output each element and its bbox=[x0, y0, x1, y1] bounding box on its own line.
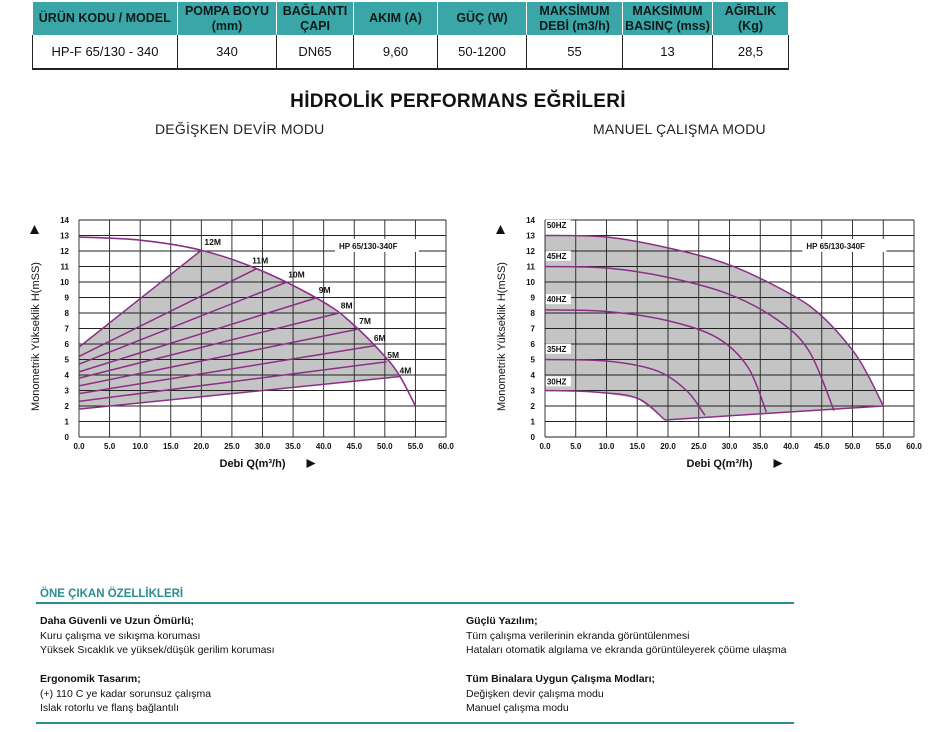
frequency-label: 45HZ bbox=[546, 251, 567, 261]
y-tick-label: 0 bbox=[64, 433, 69, 442]
spec-header-cell: GÜÇ (W) bbox=[438, 2, 527, 35]
x-tick-label: 0.0 bbox=[73, 442, 85, 451]
y-axis-title: Monometrik Yükseklik H(mSS) bbox=[496, 262, 508, 411]
spec-cell: 28,5 bbox=[713, 35, 789, 69]
y-tick-label: 10 bbox=[526, 278, 535, 287]
y-tick-label: 0 bbox=[530, 433, 535, 442]
y-tick-label: 4 bbox=[64, 371, 69, 380]
y-tick-label: 8 bbox=[64, 309, 69, 318]
feature-block-modes bbox=[466, 672, 655, 716]
spec-header-cell: ÜRÜN KODU / MODEL bbox=[33, 2, 178, 35]
x-tick-label: 60.0 bbox=[438, 442, 454, 451]
feature-block-safety bbox=[40, 614, 275, 658]
y-axis-arrow-icon bbox=[30, 225, 39, 234]
y-tick-label: 6 bbox=[530, 340, 535, 349]
x-axis-title: Debi Q(m³/h) bbox=[219, 458, 286, 470]
y-tick-label: 14 bbox=[60, 216, 69, 225]
feature-block-ergonomic bbox=[40, 672, 211, 716]
feature-title: Ergonomik Tasarım; bbox=[40, 673, 141, 685]
x-axis-arrow-icon bbox=[774, 459, 783, 468]
feature-line: Hataları otomatik algılama ve ekranda görüntüleyerek çöüme ulaşma bbox=[466, 644, 787, 656]
y-tick-label: 2 bbox=[530, 402, 535, 411]
y-tick-label: 7 bbox=[530, 324, 535, 334]
x-tick-label: 40.0 bbox=[315, 442, 332, 451]
y-axis-arrow-icon bbox=[496, 225, 505, 234]
pressure-label: 6M bbox=[373, 332, 386, 343]
spec-table-header-row bbox=[33, 2, 789, 35]
feature-block-software bbox=[466, 614, 786, 658]
y-tick-label: 1 bbox=[530, 417, 535, 427]
spec-table bbox=[32, 2, 789, 70]
model-label: HP 65/130-340F bbox=[806, 241, 865, 251]
pressure-label: 8M bbox=[340, 300, 353, 311]
pressure-label: 10M bbox=[288, 269, 305, 280]
spec-cell: 340 bbox=[178, 35, 277, 69]
y-tick-label: 8 bbox=[530, 309, 535, 318]
x-tick-label: 20.0 bbox=[193, 442, 210, 451]
left-chart-subtitle: DEĞİŞKEN DEVİR MODU bbox=[155, 121, 325, 137]
spec-table-row bbox=[33, 35, 789, 69]
x-tick-label: 10.0 bbox=[598, 442, 615, 451]
y-tick-label: 2 bbox=[64, 402, 69, 411]
y-tick-label: 5 bbox=[64, 355, 69, 365]
x-tick-label: 25.0 bbox=[224, 442, 240, 451]
y-tick-label: 1 bbox=[64, 417, 69, 427]
x-tick-label: 5.0 bbox=[570, 442, 582, 451]
x-tick-label: 10.0 bbox=[132, 442, 148, 451]
x-tick-label: 25.0 bbox=[690, 442, 707, 451]
x-tick-label: 40.0 bbox=[783, 442, 799, 451]
model-label: HP 65/130-340F bbox=[338, 241, 398, 251]
feature-title: Daha Güvenli ve Uzun Ömürlü; bbox=[40, 615, 195, 627]
x-tick-label: 55.0 bbox=[875, 442, 892, 451]
frequency-label: 40HZ bbox=[546, 295, 567, 305]
feature-line: Yüksek Sıcaklık ve yüksek/düşük gerilim koruması bbox=[40, 644, 275, 656]
spec-cell: 13 bbox=[623, 35, 713, 69]
pressure-label: 9M bbox=[318, 284, 331, 295]
x-tick-label: 35.0 bbox=[285, 442, 301, 451]
features-title: ÖNE ÇIKAN ÖZELLİKLERİ bbox=[40, 588, 184, 600]
x-tick-label: 0.0 bbox=[539, 442, 551, 451]
x-tick-label: 55.0 bbox=[407, 442, 424, 451]
features-divider-bottom bbox=[36, 722, 794, 724]
spec-cell: 9,60 bbox=[354, 35, 438, 69]
y-tick-label: 11 bbox=[526, 262, 535, 272]
spec-header-cell: POMPA BOYU (mm) bbox=[178, 2, 277, 35]
y-tick-label: 9 bbox=[530, 293, 535, 303]
pressure-label: 12M bbox=[204, 236, 221, 247]
spec-header-cell: AĞIRLIK (Kg) bbox=[713, 2, 789, 35]
feature-line: Tüm çalışma verilerinin ekranda görüntülenmesi bbox=[466, 629, 690, 642]
x-tick-label: 45.0 bbox=[346, 442, 363, 451]
y-tick-label: 12 bbox=[60, 247, 69, 256]
frequency-label: 35HZ bbox=[546, 344, 567, 354]
pressure-label: 4M bbox=[399, 365, 412, 376]
x-axis-title: Debi Q(m³/h) bbox=[686, 458, 753, 470]
pressure-label: 5M bbox=[387, 349, 400, 360]
y-tick-label: 9 bbox=[64, 293, 69, 303]
spec-cell: 50-1200 bbox=[438, 35, 527, 69]
y-tick-label: 13 bbox=[60, 231, 69, 241]
feature-title: Tüm Binalara Uygun Çalışma Modları; bbox=[466, 673, 656, 685]
feature-line: Değişken devir çalışma modu bbox=[466, 687, 604, 700]
feature-line: Kuru çalışma ve sıkışma koruması bbox=[40, 629, 201, 642]
y-tick-label: 6 bbox=[64, 340, 69, 349]
pressure-label: 11M bbox=[252, 255, 269, 266]
x-tick-label: 45.0 bbox=[813, 442, 830, 451]
y-tick-label: 14 bbox=[526, 216, 535, 225]
features-divider-top bbox=[36, 602, 794, 604]
manual-mode-chart bbox=[470, 200, 930, 480]
variable-speed-chart bbox=[0, 200, 470, 480]
frequency-label: 50HZ bbox=[546, 220, 567, 230]
frequency-label: 30HZ bbox=[546, 377, 567, 387]
y-tick-label: 3 bbox=[64, 386, 69, 396]
x-tick-label: 30.0 bbox=[254, 442, 271, 451]
y-tick-label: 11 bbox=[60, 262, 69, 272]
spec-header-cell: BAĞLANTI ÇAPI bbox=[277, 2, 354, 35]
spec-cell: 55 bbox=[527, 35, 623, 69]
y-tick-label: 10 bbox=[60, 278, 69, 287]
y-tick-label: 7 bbox=[64, 324, 69, 334]
x-tick-label: 50.0 bbox=[844, 442, 861, 451]
x-tick-label: 60.0 bbox=[906, 442, 922, 451]
feature-line: Manuel çalışma modu bbox=[466, 702, 569, 714]
y-tick-label: 3 bbox=[530, 386, 535, 396]
x-tick-label: 30.0 bbox=[721, 442, 738, 451]
spec-cell: HP-F 65/130 - 340 bbox=[33, 35, 178, 69]
y-tick-label: 13 bbox=[526, 231, 535, 241]
feature-title: Güçlü Yazılım; bbox=[466, 615, 538, 627]
x-tick-label: 35.0 bbox=[752, 442, 769, 451]
spec-header-cell: MAKSİMUM BASINÇ (mss) bbox=[623, 2, 713, 35]
pressure-label: 7M bbox=[359, 315, 371, 326]
page-title: HİDROLİK PERFORMANS EĞRİLERİ bbox=[290, 91, 626, 112]
x-tick-label: 5.0 bbox=[104, 442, 116, 451]
y-axis-title: Monometrik Yükseklik H(mSS) bbox=[30, 262, 42, 411]
y-tick-label: 5 bbox=[530, 355, 535, 365]
x-tick-label: 20.0 bbox=[660, 442, 676, 451]
right-chart-subtitle: MANUEL ÇALIŞMA MODU bbox=[593, 121, 766, 137]
y-tick-label: 12 bbox=[526, 247, 535, 256]
x-tick-label: 15.0 bbox=[629, 442, 646, 451]
spec-header-cell: AKIM (A) bbox=[354, 2, 438, 35]
x-axis-arrow-icon bbox=[307, 459, 316, 468]
feature-line: Islak rotorlu ve flanş bağlantılı bbox=[40, 702, 179, 714]
spec-header-cell: MAKSİMUM DEBİ (m3/h) bbox=[527, 2, 623, 35]
spec-cell: DN65 bbox=[277, 35, 354, 69]
x-tick-label: 50.0 bbox=[377, 442, 393, 451]
y-tick-label: 4 bbox=[530, 371, 535, 380]
feature-line: (+) 110 C ye kadar sorunsuz çalışma bbox=[40, 687, 212, 700]
x-tick-label: 15.0 bbox=[162, 442, 179, 451]
